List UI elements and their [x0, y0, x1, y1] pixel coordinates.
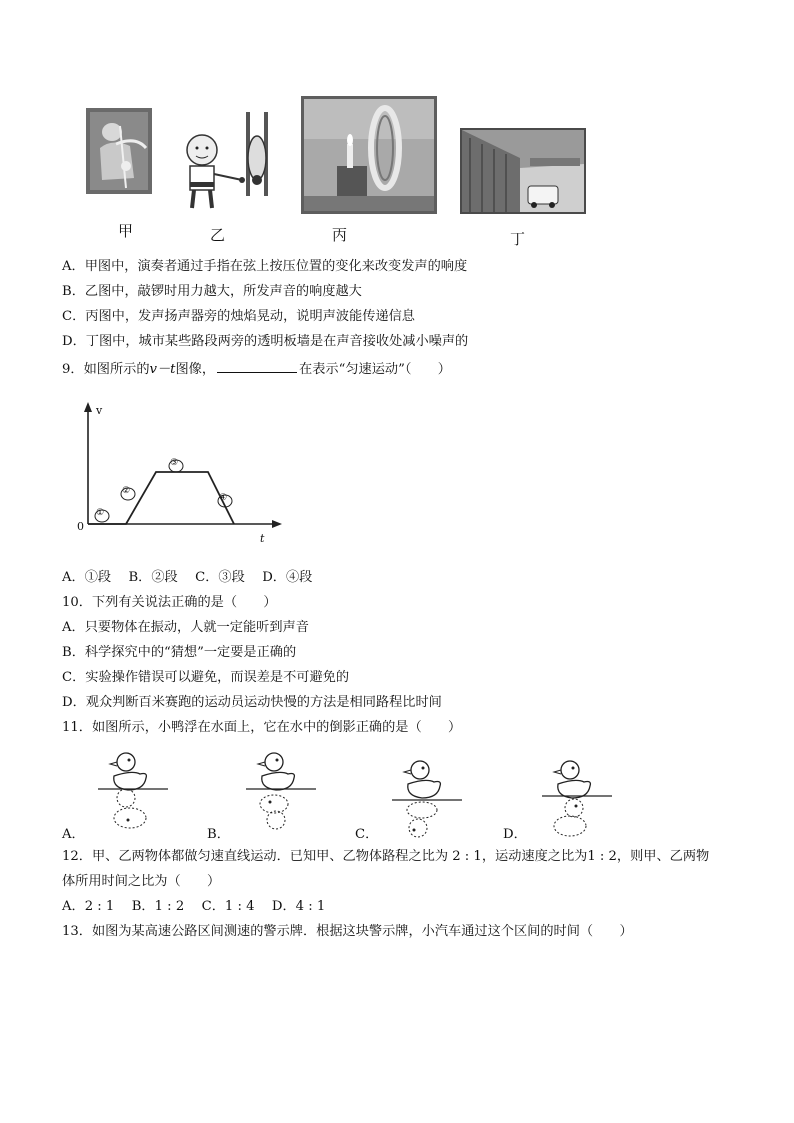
q10-option-a: A．只要物体在振动，人就一定能听到声音: [62, 620, 309, 635]
photo-bing-speaker-candle: [301, 96, 437, 214]
q9-option-c: C．③段: [195, 570, 245, 585]
q9-vt-graph: [70, 400, 290, 545]
q9-option-a: A．①段: [62, 570, 112, 585]
caption-bing: 丙: [332, 226, 348, 244]
q8-option-c: C．丙图中，发声扬声器旁的烛焰晃动，说明声波能传递信息: [62, 309, 415, 324]
q11-option-a: A．: [62, 827, 85, 842]
q12-options: [62, 898, 325, 916]
q9-answer-blank: [217, 358, 297, 373]
q8-option-d: D．丁图中，城市某些路段两旁的透明板墙是在声音接收处减小噪声的: [62, 334, 469, 349]
q11-option-b: B．: [207, 827, 230, 842]
q11-option-d: D．: [503, 827, 527, 842]
duck-figure-a: [98, 748, 168, 832]
q10-option-d: D．观众判断百米赛跑的运动员运动快慢的方法是相同路程比时间: [62, 695, 442, 710]
q12-option-d: D．4 : 1: [271, 899, 326, 914]
q10-option-b: B．科学探究中的“猜想”一定要是正确的: [62, 645, 297, 660]
q8-option-a: A．甲图中，演奏者通过手指在弦上按压位置的变化来改变发声的响度: [62, 259, 468, 274]
q10-stem: 10．下列有关说法正确的是（ ）: [62, 595, 277, 610]
q9-stem-prefix: 9．如图所示的: [62, 362, 150, 377]
graph-x-label: t: [260, 532, 265, 545]
q9-stem-middle: 图像，: [175, 362, 216, 377]
caption-jia: 甲: [118, 222, 134, 240]
caption-ding: 丁: [510, 230, 526, 248]
graph-segment-3: ③: [170, 458, 179, 468]
q9-stem: [62, 358, 451, 379]
graph-segment-1: ①: [96, 508, 105, 518]
q13-stem: 13．如图为某高速公路区间测速的警示牌．根据这块警示牌，小汽车通过这个区间的时间（ ）: [62, 924, 633, 939]
photo-jia-erhu-player: [86, 108, 152, 194]
q12-option-a: A．2 : 1: [62, 899, 115, 914]
q9-option-d: D．④段: [262, 570, 313, 585]
graph-y-label: v: [96, 404, 103, 417]
q12-stem-line-1: 12．甲、乙两物体都做匀速直线运动．已知甲、乙物体路程之比为 2 : 1，运动速度之比为1 : 2，则甲、乙两物: [62, 849, 710, 864]
q9-option-b: B．②段: [128, 570, 178, 585]
q9-stem-suffix: 在表示“匀速运动”（ ）: [299, 362, 451, 377]
duck-figure-c: [392, 756, 462, 840]
q8-option-b: B．乙图中，敲锣时用力越大，所发声音的响度越大: [62, 284, 362, 299]
graph-segment-2: ②: [122, 486, 131, 496]
q12-option-c: C．1 : 4: [201, 899, 255, 914]
q12-stem-line-2: 体所用时间之比为（ ）: [62, 874, 221, 889]
q11-option-c: C．: [355, 827, 379, 842]
photo-ding-road-sound-barrier: [460, 128, 586, 214]
q9-stem-variable: v－t: [149, 362, 176, 377]
caption-yi: 乙: [210, 226, 226, 244]
drawing-yi-gong-boy: [176, 108, 276, 214]
q10-option-c: C．实验操作错误可以避免，而误差是不可避免的: [62, 670, 350, 685]
q9-options: [62, 569, 312, 587]
q11-stem: 11．如图所示，小鸭浮在水面上，它在水中的倒影正确的是（ ）: [62, 720, 462, 735]
graph-segment-4: ④: [219, 493, 228, 503]
graph-origin-label: 0: [77, 520, 84, 533]
duck-figure-d: [542, 756, 612, 840]
q12-option-b: B．1 : 2: [131, 899, 185, 914]
duck-figure-b: [246, 748, 316, 832]
